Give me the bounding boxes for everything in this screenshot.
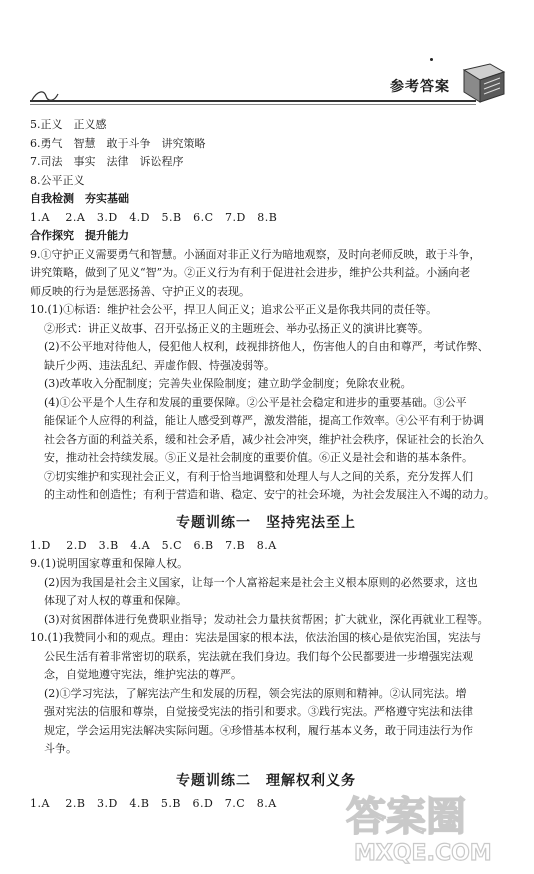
- self-check-title: 自我检测 夯实基础: [30, 192, 129, 205]
- s1-q10-line: (2)①学习宪法，了解宪法产生和发展的历程，领会宪法的原则和精神。②认同宪法。增: [44, 686, 467, 700]
- q9-line: 讲究策略，做到了见义“智”为。②正义行为有利于促进社会进步，维护公共利益。小涵向老: [30, 266, 471, 279]
- s1-q10-line: 10.(1)我赞同小和的观点。理由：宪法是国家的根本法，依法治国的核心是依宪治国，宪法与: [30, 631, 482, 644]
- q10-line: 的主动性和创造性；有利于营造和谐、稳定、安宁的社会环境，为社会发展注入不竭的动力。: [44, 488, 495, 501]
- answer-line: 8.公平正义: [30, 173, 85, 187]
- q9-line: 9.①守护正义需要勇气和智慧。小涵面对非正义行为暗地观察，及时向老师反映，敢于斗争，: [30, 247, 481, 261]
- self-check-answers: 1.A 2.A 3.D 4.D 5.B 6.C 7.D 8.B: [30, 210, 278, 224]
- answer-line: 6.勇气 智慧 敢于斗争 讲究策略: [30, 136, 206, 150]
- watermark-logo-icon: [340, 786, 520, 866]
- q10-line: 安，推动社会持续发展。⑤正义是社会制度的重要价值。⑥正义是社会和谐的基本条件。: [44, 451, 473, 464]
- s1-q9-line: (2)因为我国是社会主义国家，让每一个人富裕起来是社会主义根本原则的必然要求，这也: [44, 575, 478, 589]
- section-title-1: 专题训练一 坚持宪法至上: [176, 514, 356, 531]
- answer-line: 5.正义 正义感: [30, 118, 107, 131]
- q10-line: ⑦切实维护和实现社会正义，有利于恰当地调整和处理人与人之间的关系，充分发挥人们: [44, 469, 473, 483]
- s1-q10-line: 斗争。: [44, 742, 77, 755]
- q10-line: (3)改革收入分配制度；完善失业保险制度；建立助学金制度；免除农业税。: [44, 377, 412, 390]
- header-title: 参考答案: [390, 79, 450, 95]
- s1-q10-line: 公民生活有着非常密切的联系，宪法就在我们身边。我们每个公民都要进一步增强宪法观: [44, 649, 473, 663]
- header-rule: [30, 100, 476, 102]
- coop-title: 合作探究 提升能力: [30, 229, 129, 242]
- s1-q10-line: 念，自觉地遵守宪法，维护宪法的尊严。: [44, 668, 242, 681]
- s1-q10-line: 规定，学会运用宪法解决实际问题。④珍惜基本权利，履行基本义务，敢于同违法行为作: [44, 723, 473, 737]
- q10-line: 10.(1)①标语：维护社会公平，捍卫人间正义；追求公平正义是你我共同的责任等。: [30, 303, 438, 316]
- answer-content: [30, 116, 502, 813]
- q10-line: 缺斤少两、违法乱纪、弄虚作假、恃强凌弱等。: [44, 358, 275, 372]
- section2-answers: 1.A 2.B 3.D 4.B 5.B 6.D 7.C 8.A: [30, 796, 277, 810]
- s1-q9-line: 9.(1)说明国家尊重和保障人权。: [30, 557, 189, 570]
- q9-line: 师反映的行为是惩恶扬善、守护正义的表现。: [30, 284, 250, 298]
- q10-line: (4)①公平是个人生存和发展的重要保障。②公平是社会稳定和进步的重要基础。③公平: [44, 395, 467, 409]
- page-header: [30, 62, 510, 106]
- s1-q10-line: 强对宪法的信服和尊崇，自觉接受宪法的指引和要求。③践行宪法。严格遵守宪法和法律: [44, 705, 473, 718]
- s1-q9-line: (3)对贫困群体进行免费职业指导；发动社会力量扶贫帮困；扩大就业，深化再就业工程等。: [44, 612, 489, 626]
- q10-line: 能保证个人应得的利益，能让人感受到尊严，激发潜能，提高工作效率。④公平有利于协调: [44, 414, 484, 427]
- ink-dot: [430, 58, 433, 61]
- watermark-sub: MXQE.COM: [354, 841, 492, 866]
- q10-line: 社会各方面的利益关系，缓和社会矛盾，减少社会冲突，维护社会秩序，保证社会的长治久: [44, 432, 484, 446]
- watermark-text: 答案圈: [346, 794, 466, 840]
- q10-line: ②形式：讲正义故事、召开弘扬正义的主题班会、举办弘扬正义的演讲比赛等。: [44, 321, 429, 335]
- book-icon: [460, 62, 508, 104]
- s1-q9-line: 体现了对人权的尊重和保障。: [44, 594, 187, 607]
- header-rule-thin: [30, 104, 476, 105]
- section-title-2: 专题训练二 理解权利义务: [176, 772, 356, 789]
- answer-line: 7.司法 事实 法律 诉讼程序: [30, 155, 184, 168]
- section1-answers: 1.D 2.D 3.B 4.A 5.C 6.B 7.B 8.A: [30, 538, 277, 552]
- q10-line: (2)不公平地对待他人，侵犯他人权利，歧视排挤他人，伤害他人的自由和尊严，考试作弊、: [44, 340, 489, 353]
